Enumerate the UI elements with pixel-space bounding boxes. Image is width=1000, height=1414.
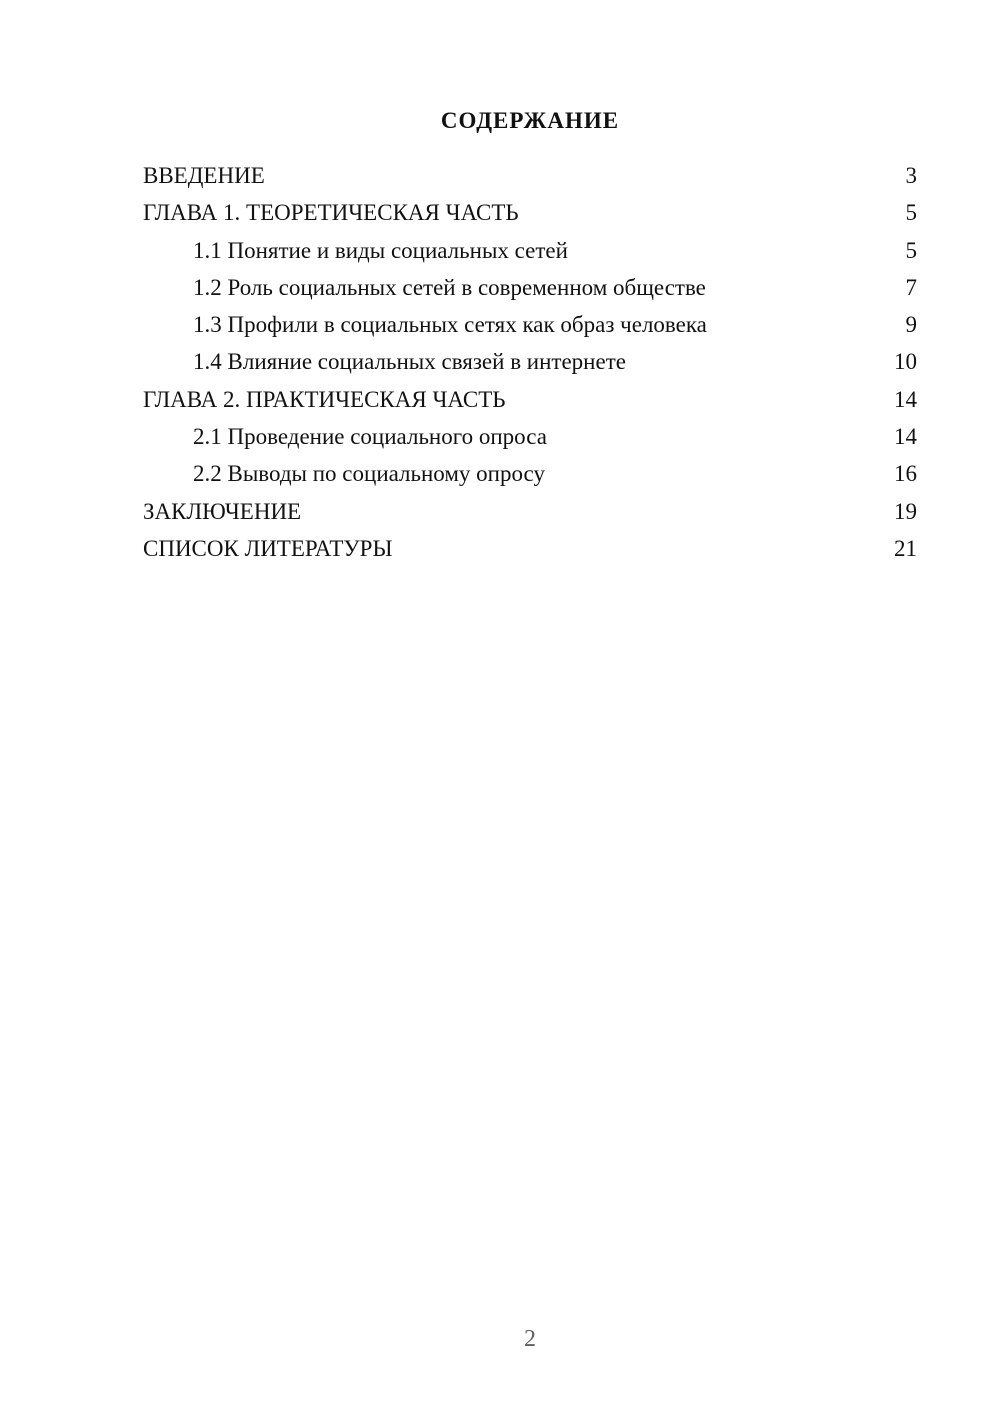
toc-entry-page: 3: [905, 163, 917, 188]
toc-entry-label: 1.2 Роль социальных сетей в современном обществе: [193, 274, 706, 300]
toc-entry-page: 14: [894, 424, 917, 450]
toc-entry-page: 14: [894, 386, 917, 412]
toc-entry-1-4: [143, 343, 917, 380]
toc-entry-page: 5: [905, 200, 917, 226]
page-number: 2: [524, 1326, 536, 1352]
toc-entry-label: 1.1 Понятие и виды социальных сетей: [193, 237, 568, 263]
toc-entry-page: 21: [894, 535, 917, 561]
toc-entry-page: 19: [894, 498, 917, 524]
toc-entry-page: 16: [894, 461, 917, 487]
toc-entry-chapter-1: [143, 194, 917, 231]
toc-entry-page: 7: [905, 274, 917, 300]
toc-entry-page: 10: [894, 349, 917, 375]
toc-entry-conclusion: [143, 493, 917, 530]
toc-entry-page: 5: [905, 237, 917, 263]
toc-entry-1-2: [143, 269, 917, 306]
toc-entry-label: 1.4 Влияние социальных связей в интернете: [193, 349, 626, 375]
toc-entry-introduction: [143, 157, 917, 194]
toc-entry-2-1: [143, 418, 917, 455]
toc-entry-1-3: [143, 306, 917, 343]
toc-entry-label: ГЛАВА 1. ТЕОРЕТИЧЕСКАЯ ЧАСТЬ: [143, 200, 519, 226]
toc-entry-label: ЗАКЛЮЧЕНИЕ: [143, 498, 302, 524]
toc-entry-1-1: [143, 232, 917, 269]
toc-entry-label: ВВЕДЕНИЕ: [143, 163, 265, 188]
toc-entry-page: 9: [905, 312, 917, 338]
table-of-contents: [143, 157, 917, 567]
toc-entry-label: ГЛАВА 2. ПРАКТИЧЕСКАЯ ЧАСТЬ: [143, 386, 506, 412]
toc-entry-bibliography: [143, 530, 917, 567]
toc-entry-label: 2.2 Выводы по социальному опросу: [193, 461, 545, 487]
page-title: СОДЕРЖАНИЕ: [440, 108, 620, 134]
toc-entry-2-2: [143, 455, 917, 492]
toc-entry-chapter-2: [143, 381, 917, 418]
toc-entry-label: 1.3 Профили в социальных сетях как образ человека: [193, 312, 707, 338]
toc-entry-label: СПИСОК ЛИТЕРАТУРЫ: [143, 535, 393, 561]
toc-entry-label: 2.1 Проведение социального опроса: [193, 424, 547, 450]
